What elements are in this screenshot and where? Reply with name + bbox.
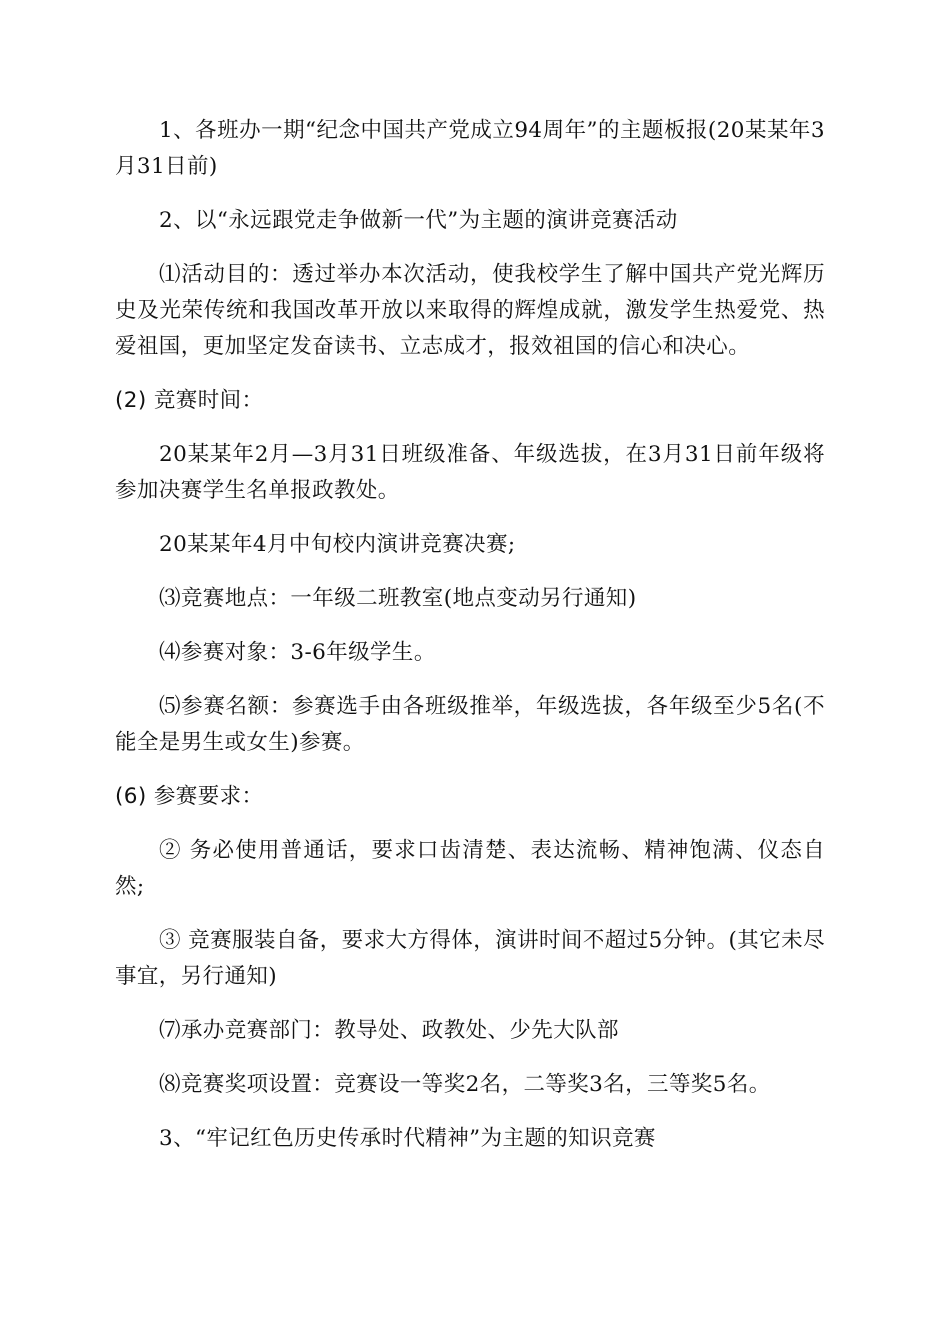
paragraph-awards: ⑻竞赛奖项设置：竞赛设一等奖2名，二等奖3名，三等奖5名。 (159, 1072, 771, 1097)
paragraph-knowledge-contest: 3、“牢记红色历史传承时代精神”为主题的知识竞赛 (159, 1126, 656, 1151)
paragraph-requirements-heading: (6) 参赛要求： (115, 784, 264, 809)
paragraph-requirement-mandarin: ② 务必使用普通话，要求口齿清楚、表达流畅、精神饱满、仪态自然; (115, 838, 825, 899)
document-page (115, 113, 825, 1157)
paragraph-contest-location: ⑶竞赛地点：一年级二班教室(地点变动另行通知) (159, 586, 637, 611)
paragraph-contest-time-prep: 20某某年2月—3月31日班级准备、年级选拔，在3月31日前年级将参加决赛学生名单报政教处。 (115, 442, 825, 503)
paragraph-speech-contest-title: 2、以“永远跟党走争做新一代”为主题的演讲竞赛活动 (159, 208, 678, 233)
paragraph-contest-time-heading: (2) 竞赛时间： (115, 388, 264, 413)
paragraph-quota: ⑸参赛名额：参赛选手由各班级推举，年级选拔，各年级至少5名(不能全是男生或女生)参赛。 (115, 694, 825, 755)
paragraph-requirement-attire: ③ 竞赛服装自备，要求大方得体，演讲时间不超过5分钟。(其它未尽事宜，另行通知) (115, 928, 825, 989)
paragraph-organizer: ⑺承办竞赛部门：教导处、政教处、少先大队部 (159, 1018, 619, 1043)
paragraph-participants: ⑷参赛对象：3-6年级学生。 (159, 640, 436, 665)
paragraph-board-newspaper: 1、各班办一期“纪念中国共产党成立94周年”的主题板报(20某某年3月31日前) (115, 118, 825, 179)
paragraph-contest-time-final: 20某某年4月中旬校内演讲竞赛决赛; (159, 532, 516, 557)
paragraph-activity-purpose: ⑴活动目的：透过举办本次活动，使我校学生了解中国共产党光辉历史及光荣传统和我国改革开放以来取得的辉煌成就，激发学生热爱党、热爱祖国，更加坚定发奋读书、立志成才，报效祖国的信心和决心。 (115, 262, 825, 359)
